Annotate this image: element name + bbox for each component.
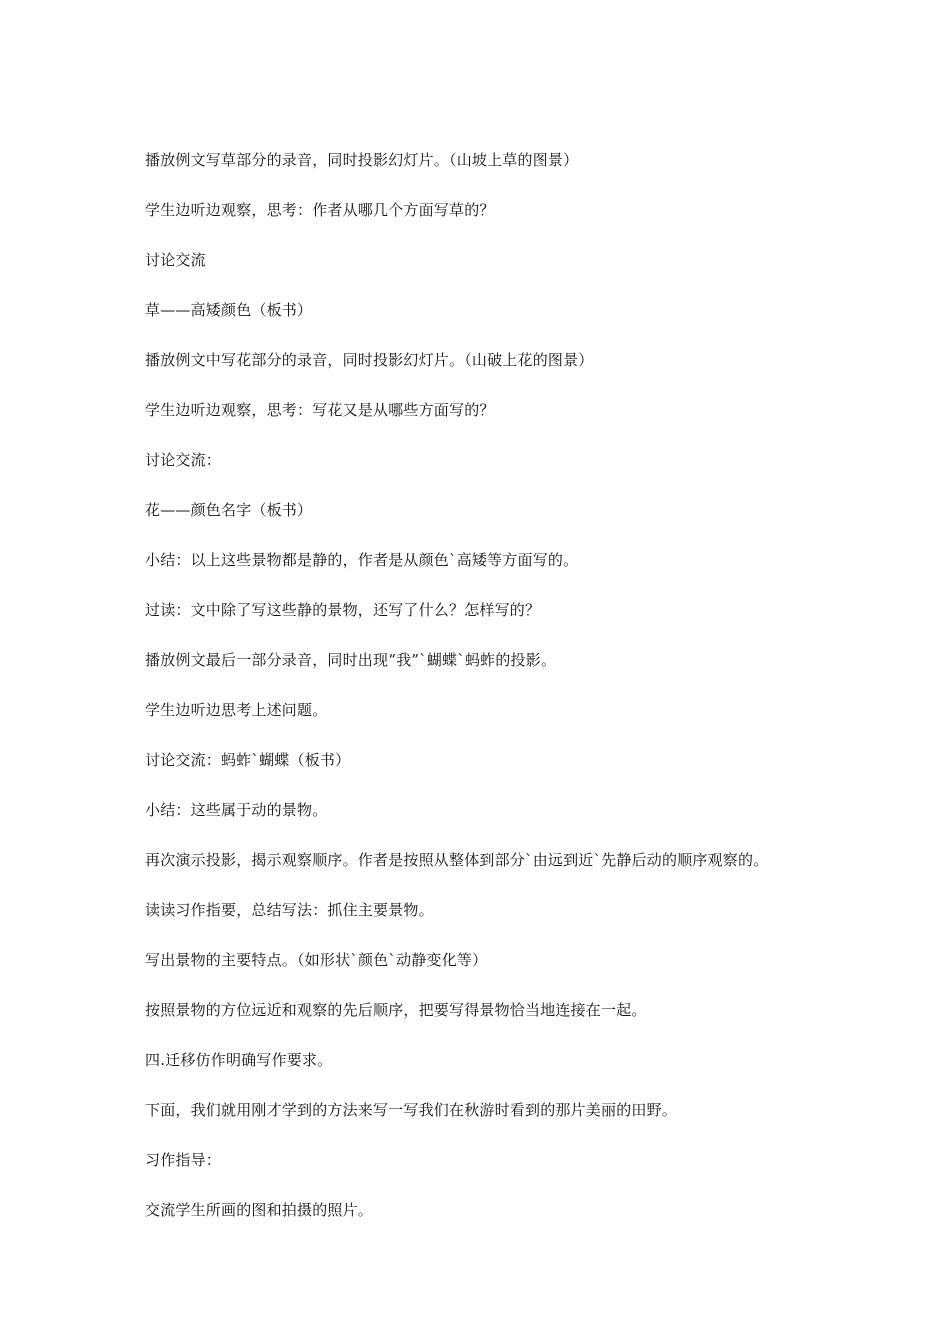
paragraph: 过读：文中除了写这些静的景物，还写了什么？怎样写的？ xyxy=(145,601,541,619)
paragraph: 播放例文写草部分的录音，同时投影幻灯片。（山坡上草的图景） xyxy=(145,151,579,169)
paragraph: 再次演示投影，揭示观察顺序。作者是按照从整体到部分`由远到近`先静后动的顺序观察的。 xyxy=(145,851,769,869)
paragraph: 小结：以上这些景物都是静的，作者是从颜色`高矮等方面写的。 xyxy=(145,551,579,569)
paragraph: 下面，我们就用刚才学到的方法来写一写我们在秋游时看到的那片美丽的田野。 xyxy=(145,1101,678,1119)
paragraph: 花——颜色名字（板书） xyxy=(145,501,313,519)
paragraph: 播放例文中写花部分的录音，同时投影幻灯片。（山破上花的图景） xyxy=(145,351,594,369)
paragraph: 按照景物的方位远近和观察的先后顺序，把要写得景物恰当地连接在一起。 xyxy=(145,1001,647,1019)
paragraph: 草——高矮颜色（板书） xyxy=(145,301,313,319)
paragraph: 讨论交流 xyxy=(145,251,206,269)
paragraph: 读读习作指要，总结写法：抓住主要景物。 xyxy=(145,901,434,919)
paragraph: 小结：这些属于动的景物。 xyxy=(145,801,328,819)
paragraph: 习作指导： xyxy=(145,1151,222,1169)
paragraph: 交流学生所画的图和拍摄的照片。 xyxy=(145,1201,374,1219)
paragraph: 讨论交流： xyxy=(145,451,222,469)
paragraph: 学生边听边观察，思考：作者从哪几个方面写草的？ xyxy=(145,201,495,219)
paragraph: 播放例文最后一部分录音，同时出现“我”`蝴蝶`蚂蚱的投影。 xyxy=(145,651,557,669)
paragraph: 学生边听边观察，思考：写花又是从哪些方面写的？ xyxy=(145,401,495,419)
section-heading: 四.迁移仿作明确写作要求。 xyxy=(145,1051,333,1069)
paragraph: 写出景物的主要特点。（如形状`颜色`动静变化等） xyxy=(145,951,488,969)
paragraph: 讨论交流：蚂蚱`蝴蝶（板书） xyxy=(145,751,351,769)
paragraph: 学生边听边思考上述问题。 xyxy=(145,701,328,719)
